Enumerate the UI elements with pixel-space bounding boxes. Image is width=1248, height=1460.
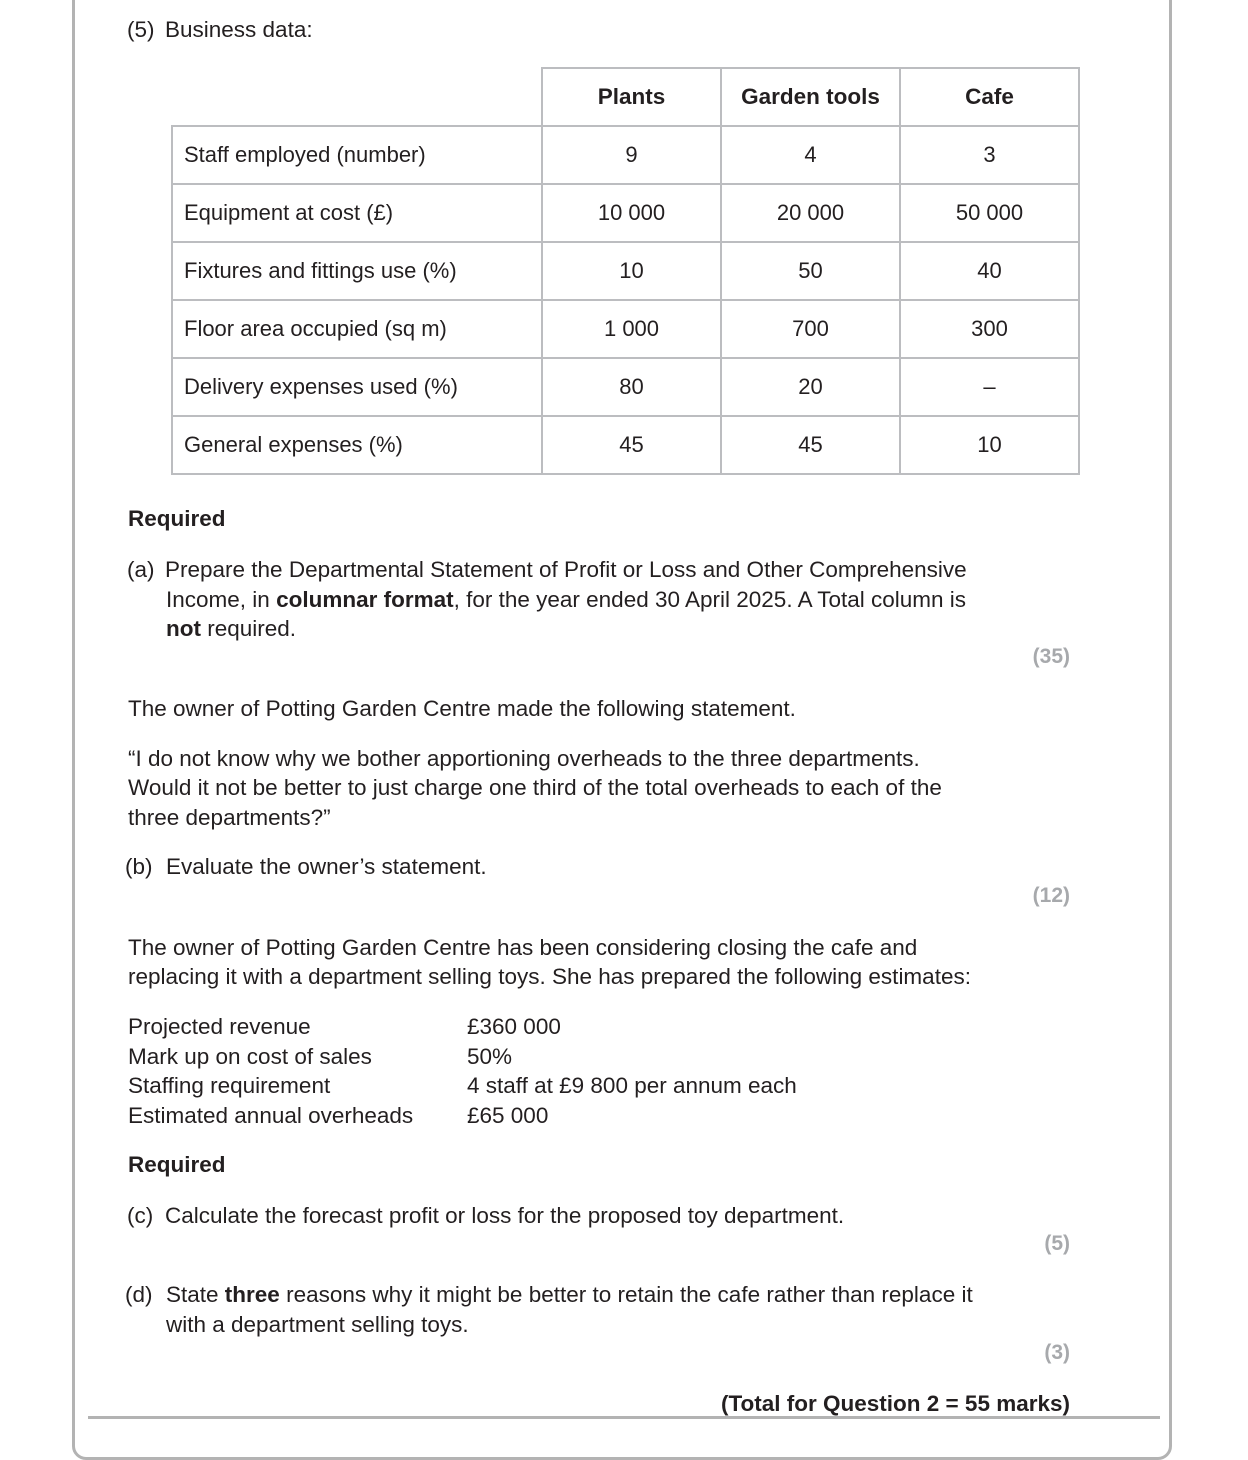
cell-value: 3	[900, 126, 1079, 184]
column-header-plants: Plants	[542, 68, 721, 126]
quote-line-3: three departments?”	[128, 805, 331, 830]
part-d-line-1	[125, 1280, 973, 1310]
part-d-line-2: with a department selling toys.	[166, 1312, 469, 1337]
owner-intro: The owner of Potting Garden Centre made the following statement.	[128, 696, 796, 721]
toy-intro-line-2: replacing it with a department selling toys. She has prepared the following estimates:	[128, 964, 971, 989]
cell-value: 300	[900, 300, 1079, 358]
cell-value: 700	[721, 300, 900, 358]
estimate-value: £360 000	[467, 1014, 561, 1039]
cell-value: 9	[542, 126, 721, 184]
row-label: Fixtures and fittings use (%)	[172, 242, 542, 300]
part-b-label: (b)	[125, 854, 153, 879]
table-row	[172, 184, 1079, 242]
part-d-label: (d)	[125, 1282, 153, 1307]
part-c-text: Calculate the forecast profit or loss for the proposed toy department.	[165, 1203, 845, 1228]
table-row	[172, 126, 1079, 184]
part-a-marks: (35)	[1032, 645, 1070, 668]
cell-value: –	[900, 358, 1079, 416]
part-c-label: (c)	[127, 1203, 154, 1228]
section-title: Business data:	[165, 17, 313, 42]
part-d-marks: (3)	[1044, 1341, 1070, 1364]
part-d-emphasis: three	[224, 1282, 280, 1307]
column-header-cafe: Cafe	[900, 68, 1079, 126]
estimate-label: Estimated annual overheads	[128, 1102, 414, 1128]
row-label: Floor area occupied (sq m)	[172, 300, 542, 358]
table-row	[172, 300, 1079, 358]
question-total: (Total for Question 2 = 55 marks)	[720, 1391, 1070, 1416]
cell-value: 4	[721, 126, 900, 184]
part-a-line-2	[166, 585, 966, 615]
part-d-text: reasons why it might be better to retain the cafe rather than replace it	[279, 1282, 973, 1307]
part-b-marks: (12)	[1032, 884, 1070, 907]
section-number: (5)	[127, 17, 155, 42]
cell-value: 50 000	[900, 184, 1079, 242]
cell-value: 10	[542, 242, 721, 300]
part-a-text: Prepare the Departmental Statement of Profit or Loss and Other Comprehensive	[165, 557, 967, 582]
table-row	[172, 358, 1079, 416]
part-a-line-1	[127, 555, 967, 585]
part-a-text: , for the year ended 30 April 2025. A Total column is	[453, 587, 967, 612]
estimate-row	[128, 1012, 797, 1042]
estimate-label: Projected revenue	[128, 1014, 311, 1039]
divider-rule	[88, 1416, 1160, 1419]
part-a-emphasis: not	[166, 616, 201, 641]
cell-value: 10 000	[542, 184, 721, 242]
part-a-text: Income, in	[166, 587, 277, 612]
part-a-label: (a)	[127, 557, 155, 582]
estimate-value: 4 staff at £9 800 per annum each	[467, 1073, 797, 1098]
estimate-value: £65 000	[467, 1102, 549, 1128]
cell-value: 45	[542, 416, 721, 474]
table-row	[172, 416, 1079, 474]
quote-line-1: “I do not know why we bother apportioning overheads to the three departments.	[128, 746, 920, 771]
estimate-value: 50%	[467, 1043, 513, 1069]
part-c-line	[127, 1201, 844, 1231]
table-header-row	[172, 68, 1079, 126]
quote-line-2: Would it not be better to just charge one third of the total overheads to each of the	[128, 775, 942, 800]
cell-value: 45	[721, 416, 900, 474]
cell-value: 20	[721, 358, 900, 416]
required-heading: Required	[128, 1152, 226, 1177]
row-label: Delivery expenses used (%)	[172, 358, 542, 416]
estimate-row	[128, 1101, 797, 1131]
part-c-marks: (5)	[1044, 1232, 1070, 1255]
part-a-emphasis: columnar format	[276, 587, 454, 612]
business-data-table	[171, 67, 1080, 475]
cell-value: 50	[721, 242, 900, 300]
estimate-row	[128, 1042, 797, 1072]
part-b-text: Evaluate the owner’s statement.	[166, 854, 487, 879]
part-b-line	[125, 852, 487, 882]
row-label: Equipment at cost (£)	[172, 184, 542, 242]
estimate-row	[128, 1071, 797, 1101]
row-label: Staff employed (number)	[172, 126, 542, 184]
column-header-garden-tools: Garden tools	[721, 68, 900, 126]
cell-value: 20 000	[721, 184, 900, 242]
part-a-text: required.	[200, 616, 297, 641]
estimates-list	[128, 1012, 797, 1130]
row-label: General expenses (%)	[172, 416, 542, 474]
cell-value: 80	[542, 358, 721, 416]
cell-value: 1 000	[542, 300, 721, 358]
cell-value: 10	[900, 416, 1079, 474]
part-d-text: State	[166, 1282, 225, 1307]
cell-value: 40	[900, 242, 1079, 300]
required-heading: Required	[128, 506, 226, 531]
toy-intro-line-1: The owner of Potting Garden Centre has been considering closing the cafe and	[128, 935, 918, 960]
estimate-label: Mark up on cost of sales	[128, 1043, 372, 1069]
part-a-line-3	[166, 614, 296, 644]
section-heading	[127, 15, 313, 45]
estimate-label: Staffing requirement	[128, 1073, 331, 1098]
header-blank-cell	[172, 68, 542, 126]
table-row	[172, 242, 1079, 300]
